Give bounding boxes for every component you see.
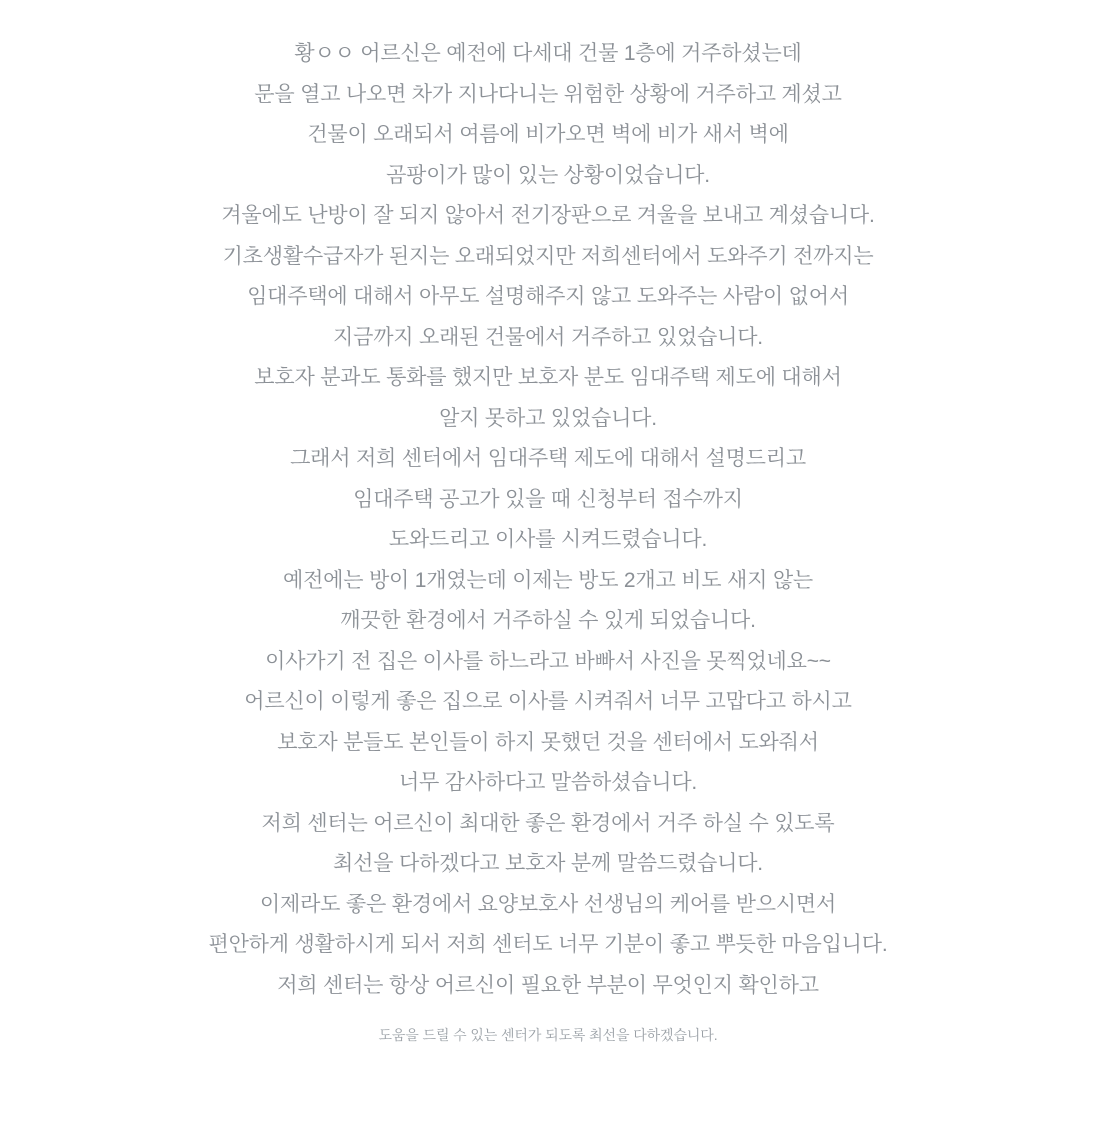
story-line: 지금까지 오래된 건물에서 거주하고 있었습니다. [333,325,763,349]
story-line: 어르신이 이렇게 좋은 집으로 이사를 시켜줘서 너무 고맙다고 하시고 [244,690,852,713]
story-line: 깨끗한 환경에서 거주하실 수 있게 되었습니다. [340,609,756,632]
story-line: 최선을 다하겠다고 보호자 분께 말씀드렸습니다. [333,852,763,875]
story-line: 보호자 분들도 본인들이 하지 못했던 것을 센터에서 도와줘서 [277,730,819,754]
story-line: 겨울에도 난방이 잘 되지 않아서 전기장판으로 겨울을 보내고 계셨습니다. [221,204,875,227]
story-line: 도와드리고 이사를 시켜드렸습니다. [388,528,708,551]
story-line: 알지 못하고 있었습니다. [439,406,657,430]
story-line: 건물이 오래되서 여름에 비가오면 벽에 비가 새서 벽에 [307,123,789,146]
story-line: 너무 감사하다고 말씀하셨습니다. [398,771,698,794]
story-line: 이제라도 좋은 환경에서 요양보호사 선생님의 케어를 받으시면서 [259,892,837,916]
story-line: 그래서 저희 센터에서 임대주택 제도에 대해서 설명드리고 [290,447,806,470]
story-line: 임대주택에 대해서 아무도 설명해주지 않고 도와주는 사람이 없어서 [247,285,849,308]
story-line: 편안하게 생활하시게 되서 저희 센터도 너무 기분이 좋고 뿌듯한 마음입니다. [208,933,888,956]
story-line: 황ㅇㅇ 어르신은 예전에 다세대 건물 1층에 거주하셨는데 [294,42,802,65]
story-line: 보호자 분과도 통화를 했지만 보호자 분도 임대주택 제도에 대해서 [254,366,842,389]
story-body [24,34,1072,1050]
story-line: 기초생활수급자가 된지는 오래되었지만 저희센터에서 도와주기 전까지는 [222,244,874,268]
story-line: 곰팡이가 많이 있는 상황이었습니다. [386,163,710,187]
story-closing-line: 도움을 드릴 수 있는 센터가 되도록 최선을 다하겠습니다. [378,1027,718,1043]
story-line: 임대주택 공고가 있을 때 신청부터 접수까지 [353,487,743,511]
story-line: 저희 센터는 어르신이 최대한 좋은 환경에서 거주 하실 수 있도록 [261,811,835,835]
story-line: 저희 센터는 항상 어르신이 필요한 부분이 무엇인지 확인하고 [277,973,819,997]
story-line: 예전에는 방이 1개였는데 이제는 방도 2개고 비도 새지 않는 [282,568,813,592]
story-line: 이사가기 전 집은 이사를 하느라고 바빠서 사진을 못찍었네요~~ [265,649,831,673]
story-line: 문을 열고 나오면 차가 지나다니는 위험한 상황에 거주하고 계셨고 [254,82,842,106]
